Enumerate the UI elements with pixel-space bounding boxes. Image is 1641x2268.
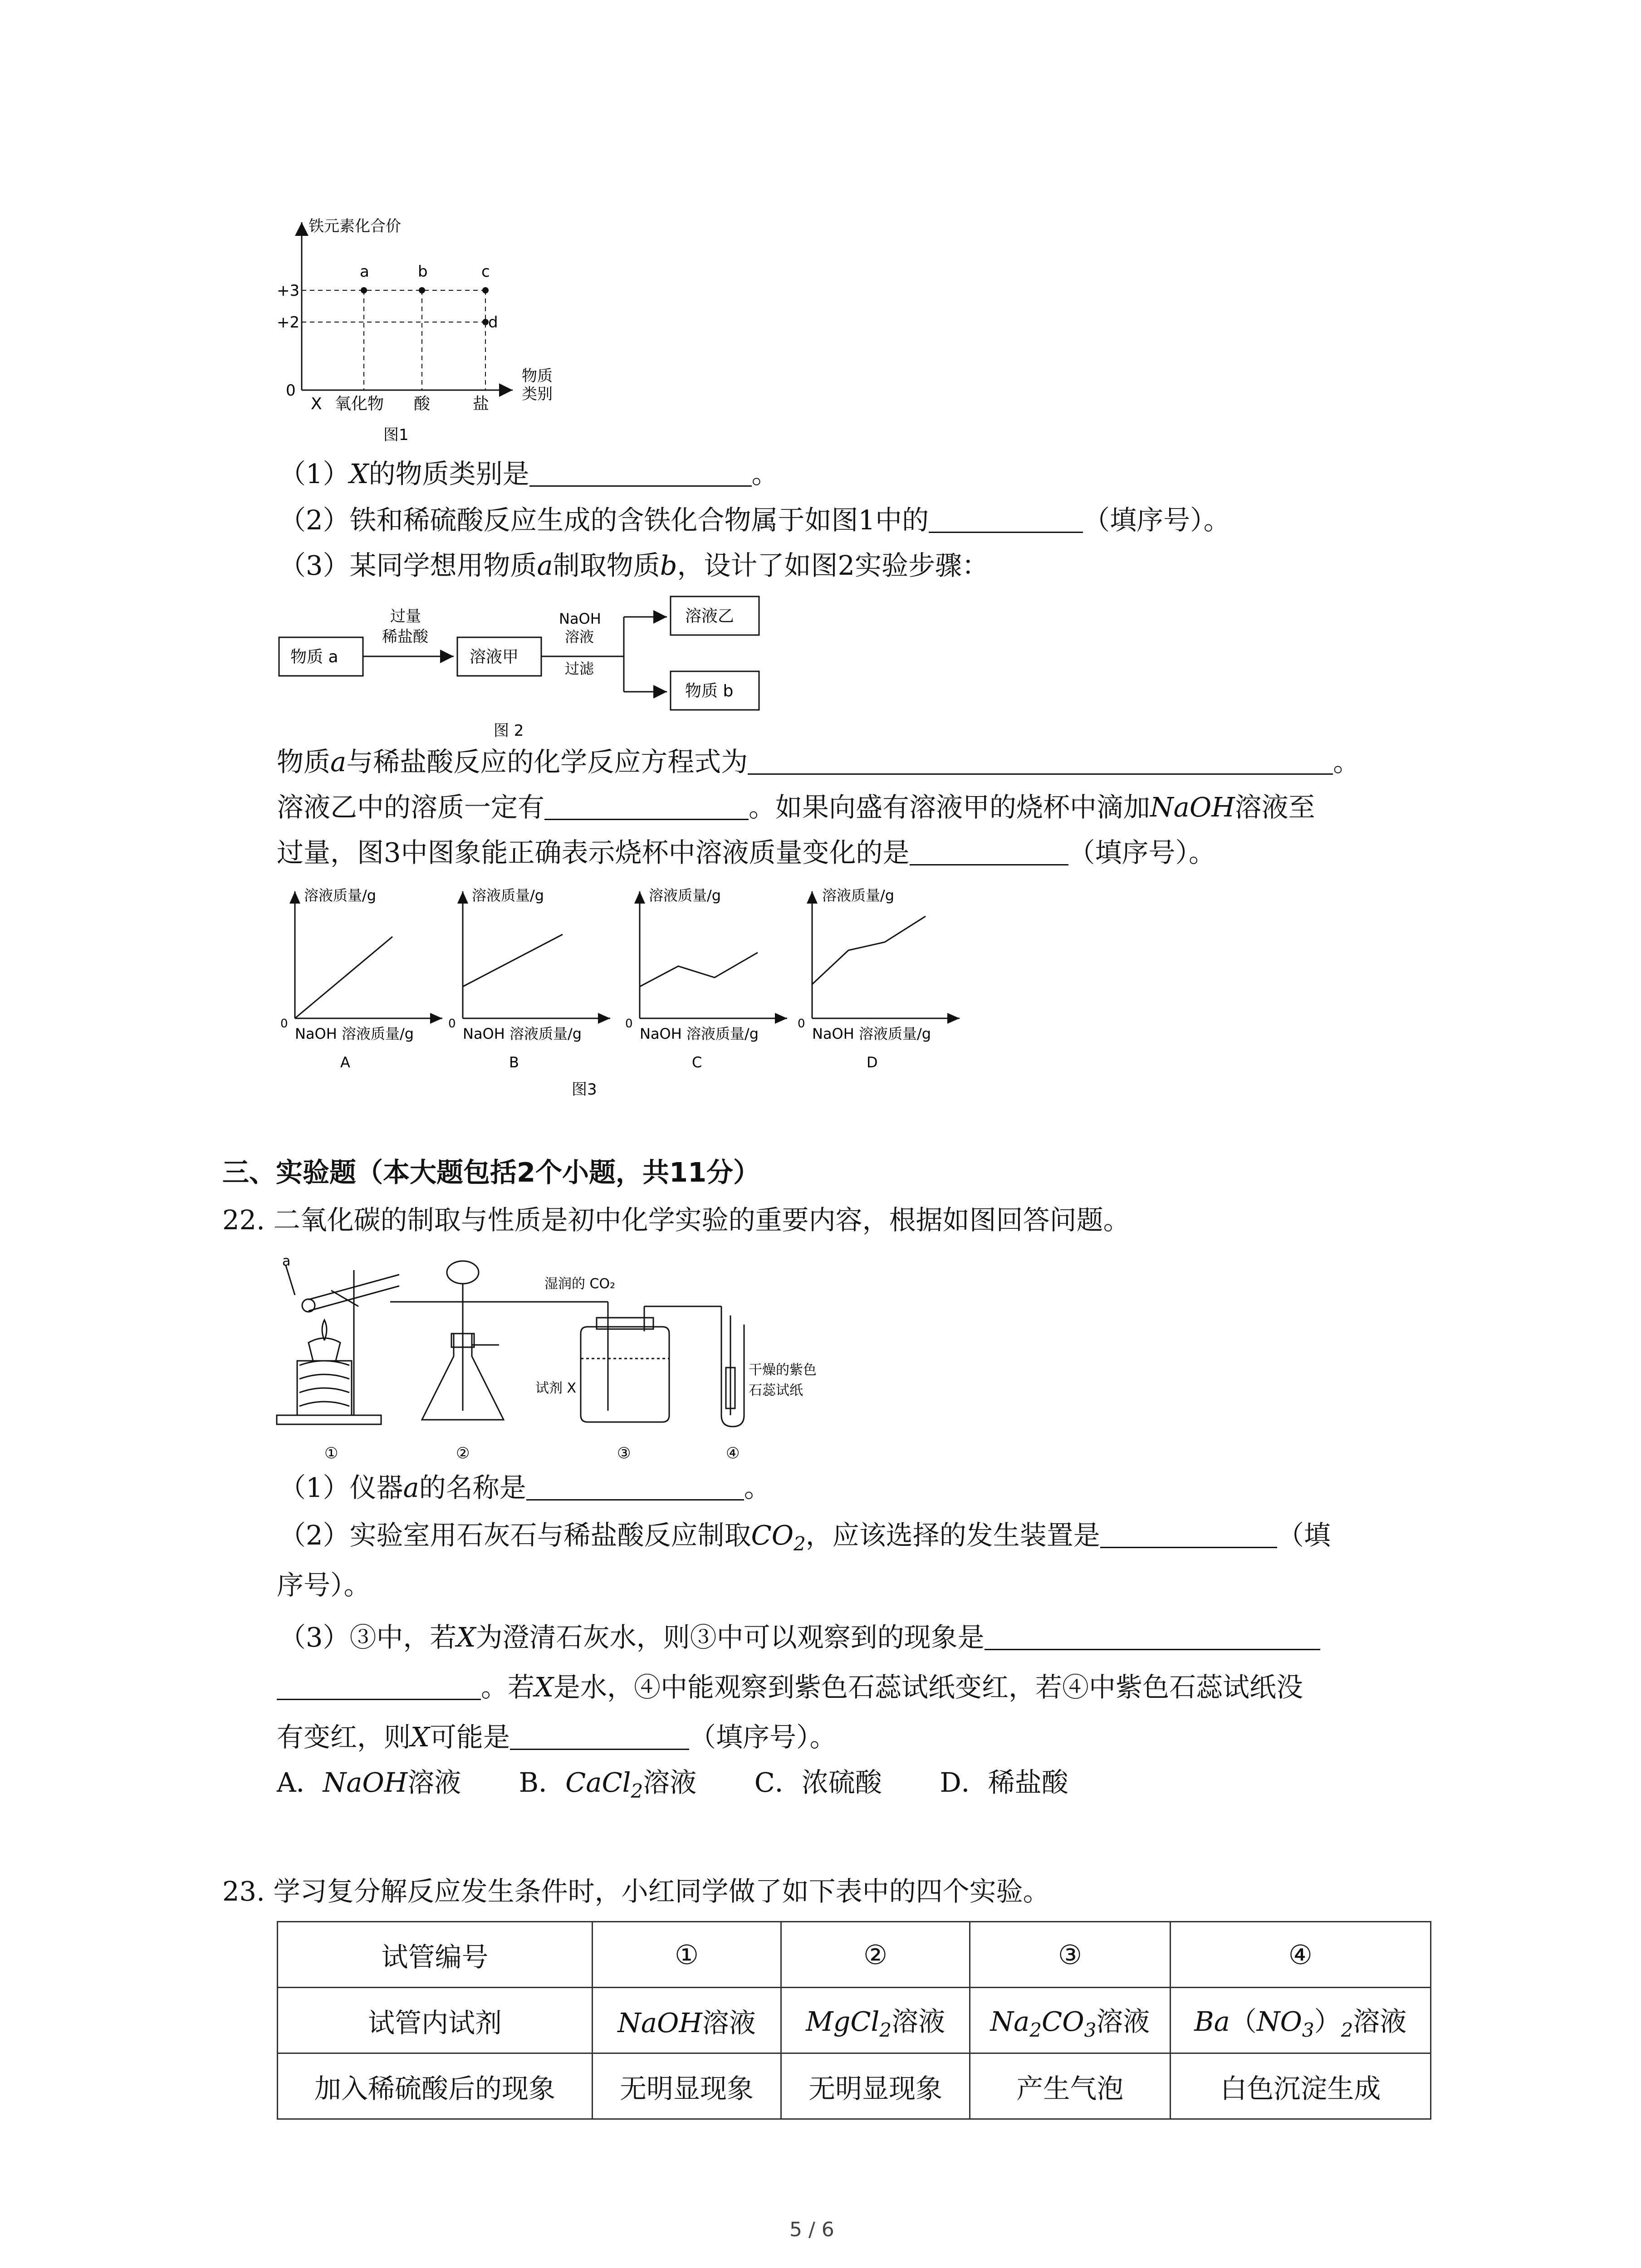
fig3-d-line xyxy=(812,916,926,984)
apparatus-label-paper-2: 石蕊试纸 xyxy=(749,1383,803,1398)
point-label-d: d xyxy=(488,313,498,332)
table-header-cell: 试管编号 xyxy=(278,1922,593,1988)
q22-option-a[interactable]: A．NaOH溶液 xyxy=(277,1767,461,1798)
point-label-b: b xyxy=(418,263,428,281)
fig2-caption: 图 2 xyxy=(494,722,524,740)
fig3-c-label: C xyxy=(692,1054,702,1071)
fig3-a-xlabel: NaOH 溶液质量/g xyxy=(295,1025,414,1042)
fig3-b-line xyxy=(463,934,563,987)
fig3-a-line xyxy=(295,937,392,1018)
fig1-y-axis-title: 铁元素化合价 xyxy=(309,217,401,235)
q22-stem: 22. 二氧化碳的制取与性质是初中化学实验的重要内容，根据如图回答问题。 xyxy=(222,1204,1130,1236)
point-c xyxy=(482,287,489,293)
q21-line5: 溶液乙中的溶质一定有 。如果向盛有溶液甲的烧杯中滴加NaOH溶液至 xyxy=(277,792,1315,823)
q21-answer-blank-2[interactable] xyxy=(929,505,1083,533)
q21-answer-blank-equation[interactable] xyxy=(748,747,1333,775)
table-header-cell: ④ xyxy=(1170,1922,1430,1988)
fig1-ytick-3: +3 xyxy=(277,282,300,300)
q22-option-b[interactable]: B．CaCl$_2$溶液 xyxy=(519,1767,697,1802)
fig3-d-ylabel: 溶液质量/g xyxy=(822,887,895,904)
figure-3 xyxy=(272,882,998,1100)
fig1-caption: 图1 xyxy=(383,426,409,444)
table-cell: 无明显现象 xyxy=(593,2053,781,2119)
apparatus-label-co2: 湿润的 CO₂ xyxy=(544,1276,616,1292)
fig3-chart-c xyxy=(625,887,787,1071)
table-row xyxy=(278,1988,1431,2053)
figure-1 xyxy=(268,213,585,458)
fig3-caption: 图3 xyxy=(572,1080,597,1099)
q22-answer-blank-1[interactable] xyxy=(526,1473,744,1501)
fig2-box-jia: 溶液甲 xyxy=(470,648,519,666)
fig3-a-ylabel: 溶液质量/g xyxy=(304,887,377,904)
fig2-box-b: 物质 b xyxy=(685,682,734,700)
fig1-xcat-oxide: 氧化物 xyxy=(335,395,384,413)
apparatus-label-a: a xyxy=(282,1253,291,1269)
fig3-b-xlabel: NaOH 溶液质量/g xyxy=(463,1025,582,1042)
fig2-branch-2: 溶液 xyxy=(565,628,594,645)
table-cell: 加入稀硫酸后的现象 xyxy=(278,2053,593,2119)
q22-part3c: 有变红，则X可能是 （填序号）。 xyxy=(277,1721,837,1753)
figure-q22-apparatus xyxy=(272,1252,839,1470)
apparatus-label-x: 试剂 X xyxy=(535,1380,577,1396)
q21-answer-blank-1[interactable] xyxy=(529,459,752,487)
table-cell: 白色沉淀生成 xyxy=(1170,2053,1430,2119)
apparatus-3 xyxy=(390,1302,721,1422)
apparatus-num-1: ① xyxy=(324,1444,338,1462)
q23-stem: 23. 学习复分解反应发生条件时，小红同学做了如下表中的四个实验。 xyxy=(222,1876,1050,1907)
table-cell: 产生气泡 xyxy=(970,2053,1170,2119)
fig3-c-origin: 0 xyxy=(625,1017,633,1031)
fig2-branch-1: NaOH xyxy=(559,610,601,627)
fig3-b-origin: 0 xyxy=(448,1017,456,1031)
table-cell: $Ba(NO_3)_2$溶液 xyxy=(1170,1988,1430,2053)
fig2-arrow1-bottom: 稀盐酸 xyxy=(382,628,428,646)
fig2-arrow1-top: 过量 xyxy=(390,607,421,626)
fig3-chart-a xyxy=(280,887,442,1071)
table-row xyxy=(278,2053,1431,2119)
table-header-cell: ③ xyxy=(970,1922,1170,1988)
q21-line4: 物质a与稀盐酸反应的化学反应方程式为 。 xyxy=(277,746,1360,777)
fig3-c-xlabel: NaOH 溶液质量/g xyxy=(640,1025,759,1042)
fig3-b-ylabel: 溶液质量/g xyxy=(472,887,544,904)
point-d xyxy=(482,319,489,325)
q22-options xyxy=(277,1765,1068,1809)
q21-line6: 过量，图3中图象能正确表示烧杯中溶液质量变化的是 （填序号）。 xyxy=(277,837,1216,868)
table-cell: $Na_2CO_3$溶液 xyxy=(970,1988,1170,2053)
apparatus-2 xyxy=(422,1261,504,1420)
q22-part2: （2）实验室用石灰石与稀盐酸反应制取$CO_2$，应该选择的发生装置是 （填 xyxy=(279,1520,1331,1555)
apparatus-label-paper-1: 干燥的紫色 xyxy=(749,1362,817,1378)
fig3-chart-b xyxy=(448,887,610,1071)
fig1-xcat-salt: 盐 xyxy=(473,395,490,413)
fig3-a-label: A xyxy=(340,1054,350,1071)
fig3-a-origin: 0 xyxy=(280,1017,288,1031)
table-header-cell: ② xyxy=(781,1922,970,1988)
apparatus-num-4: ④ xyxy=(726,1444,740,1462)
apparatus-num-2: ② xyxy=(456,1444,470,1462)
q21-part3: （3）某同学想用物质a制取物质b，设计了如图2实验步骤： xyxy=(279,550,989,581)
fig2-box-yi: 溶液乙 xyxy=(685,607,735,626)
fig3-b-label: B xyxy=(509,1054,519,1071)
q21-answer-blank-solute[interactable] xyxy=(544,792,749,820)
q22-answer-blank-3b[interactable] xyxy=(277,1672,481,1700)
q22-option-d[interactable]: D．稀盐酸 xyxy=(940,1767,1068,1798)
q22-part1: （1）仪器a的名称是 。 xyxy=(279,1472,771,1503)
table-header-cell: ① xyxy=(593,1922,781,1988)
fig3-c-line xyxy=(640,953,758,987)
point-b xyxy=(419,287,425,293)
fig3-d-label: D xyxy=(867,1054,878,1071)
fig3-chart-d xyxy=(798,887,960,1071)
fig1-xcat-x: X xyxy=(311,395,322,413)
q22-part3b: 。若X是水，④中能观察到紫色石蕊试纸变红，若④中紫色石蕊试纸没 xyxy=(277,1669,1303,1706)
fig3-c-ylabel: 溶液质量/g xyxy=(649,887,721,904)
fig1-x-axis-title-1: 物质 xyxy=(522,367,553,385)
table-cell: MgCl$_2$溶液 xyxy=(781,1988,970,2053)
q23-table xyxy=(277,1921,1431,2120)
table-cell: 试管内试剂 xyxy=(278,1988,593,2053)
q22-answer-blank-3c[interactable] xyxy=(510,1722,689,1750)
apparatus-num-3: ③ xyxy=(617,1444,631,1462)
fig3-d-origin: 0 xyxy=(798,1017,805,1031)
section-3-heading: 三、实验题（本大题包括2个小题，共11分） xyxy=(222,1157,760,1188)
point-label-a: a xyxy=(360,263,369,281)
q22-option-c[interactable]: C．浓硫酸 xyxy=(754,1767,882,1798)
q22-answer-blank-3a[interactable] xyxy=(985,1623,1320,1650)
point-label-c: c xyxy=(481,263,490,281)
q21-part1: （1）X的物质类别是 。 xyxy=(279,458,779,489)
q21-part2: （2）铁和稀硫酸反应生成的含铁化合物属于如图1中的 （填序号）。 xyxy=(279,504,1230,536)
table-row xyxy=(278,1922,1431,1988)
fig2-box-a: 物质 a xyxy=(290,648,338,666)
apparatus-1 xyxy=(277,1266,399,1424)
figure-2 xyxy=(277,594,798,744)
page-number: 5 / 6 xyxy=(789,2218,834,2241)
fig1-xcat-acid: 酸 xyxy=(414,395,431,413)
table-cell: 无明显现象 xyxy=(781,2053,970,2119)
fig1-ytick-2: +2 xyxy=(277,313,300,332)
table-cell: NaOH溶液 xyxy=(593,1988,781,2053)
apparatus-4 xyxy=(721,1306,744,1427)
fig3-d-xlabel: NaOH 溶液质量/g xyxy=(812,1025,931,1042)
point-a xyxy=(361,287,367,293)
q21-answer-blank-graph[interactable] xyxy=(910,838,1068,865)
fig1-ytick-0: 0 xyxy=(286,381,296,400)
fig2-branch-3: 过滤 xyxy=(565,660,594,677)
q22-part3: （3）③中，若X为澄清石灰水，则③中可以观察到的现象是 xyxy=(279,1619,1320,1656)
q22-answer-blank-2[interactable] xyxy=(1100,1520,1277,1548)
q22-part2-cont: 序号）。 xyxy=(277,1569,371,1601)
fig1-x-axis-title-2: 类别 xyxy=(522,385,553,403)
